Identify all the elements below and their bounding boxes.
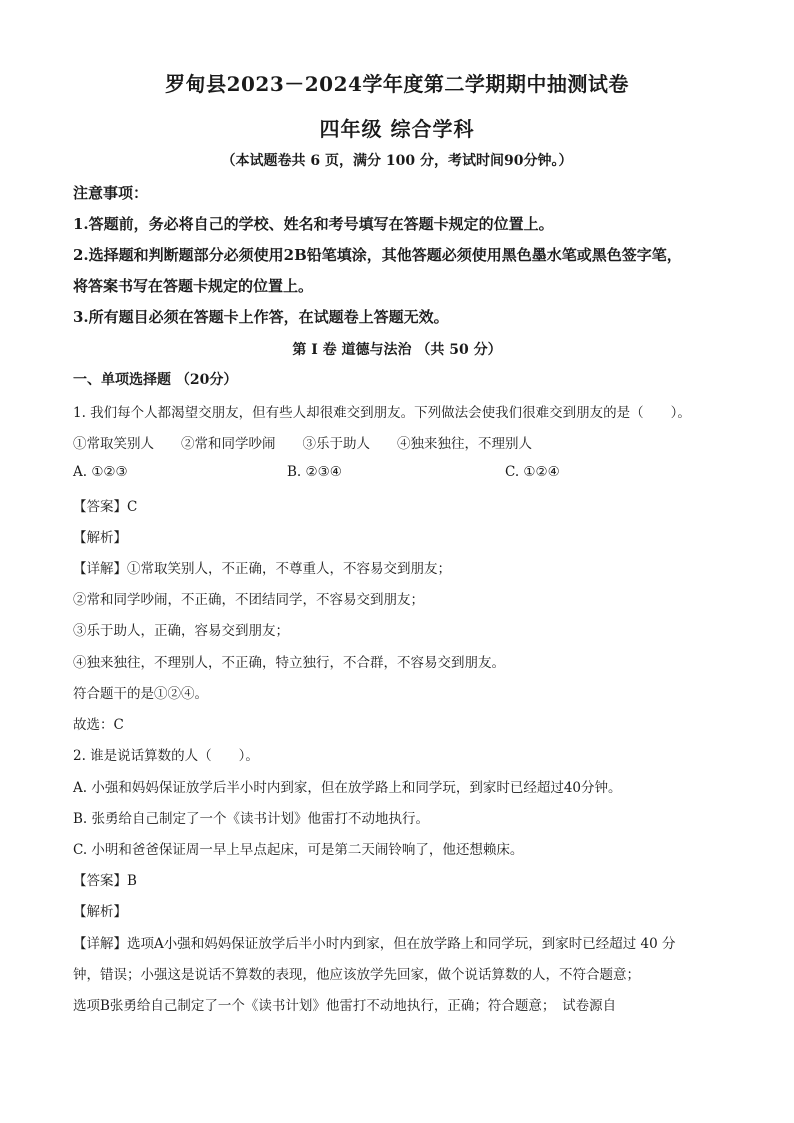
exam-subtitle: 四年级 综合学科 <box>319 117 475 141</box>
q2-detail-1: 【详解】选项A小强和妈妈保证放学后半小时内到家，但在放学路上和同学玩，到家时已经超过 40 分 <box>73 936 676 952</box>
q1-detail-3: ③乐于助人，正确，容易交到朋友； <box>73 623 289 639</box>
notice-item-2a: 2.选择题和判断题部分必须使用2B铅笔填涂，其他答题必须使用黑色墨水笔或黑色签字笔， <box>73 246 682 264</box>
q2-answer: 【答案】B <box>73 873 137 889</box>
q1-choices: ①常取笑别人 ②常和同学吵闹 ③乐于助人 ④独来独往，不理别人 <box>73 436 532 452</box>
q1-detail-4: ④独来独往，不理别人，不正确，特立独行，不合群，不容易交到朋友。 <box>73 655 505 671</box>
q2-detail-3: 选项B张勇给自己制定了一个《读书计划》他雷打不动地执行，正确；符合题意； 试卷源自 <box>73 998 617 1014</box>
q2-option-b: B. 张勇给自己制定了一个《读书计划》他雷打不动地执行。 <box>73 811 430 827</box>
q2-stem: 2. 谁是说话算数的人（ ）。 <box>73 748 259 764</box>
exam-title: 罗甸县2023－2024学年度第二学期期中抽测试卷 <box>165 72 629 96</box>
notice-item-3: 3.所有题目必须在答题卡上作答，在试题卷上答题无效。 <box>73 308 449 326</box>
q1-detail-5: 符合题干的是①②④。 <box>73 686 208 702</box>
q1-conclusion: 故选：C <box>73 717 124 733</box>
notice-item-2b: 将答案书写在答题卡规定的位置上。 <box>73 277 314 295</box>
q2-analysis: 【解析】 <box>73 904 127 920</box>
part-title: 一、单项选择题 （20分） <box>73 372 238 388</box>
q2-option-a: A. 小强和妈妈保证放学后半小时内到家，但在放学路上和同学玩，到家时已经超过40分钟。 <box>73 780 622 796</box>
exam-info: （本试题卷共 6 页，满分 100 分，考试时间90分钟。） <box>221 153 573 169</box>
notice-heading: 注意事项： <box>73 184 149 202</box>
q1-analysis: 【解析】 <box>73 530 127 546</box>
volume-title: 第 I 卷 道德与法治 （共 50 分） <box>292 342 502 358</box>
q1-option-a: A. ①②③ <box>73 464 128 480</box>
q1-answer: 【答案】C <box>73 499 138 515</box>
q1-option-b: B. ②③④ <box>287 464 342 480</box>
notice-item-1: 1.答题前，务必将自己的学校、姓名和考号填写在答题卡规定的位置上。 <box>73 215 554 233</box>
q1-detail-2: ②常和同学吵闹，不正确，不团结同学，不容易交到朋友； <box>73 592 424 608</box>
q1-detail-1: 【详解】①常取笑别人，不正确，不尊重人，不容易交到朋友； <box>73 561 451 577</box>
q1-stem: 1. 我们每个人都渴望交朋友，但有些人却很难交到朋友。下列做法会使我们很难交到朋友的是（ ）。 <box>73 405 691 421</box>
q1-option-c: C. ①②④ <box>505 464 560 480</box>
q2-option-c: C. 小明和爸爸保证周一早上早点起床，可是第二天闹铃响了，他还想赖床。 <box>73 842 524 858</box>
q2-detail-2: 钟，错误；小强这是说话不算数的表现，他应该放学先回家，做个说话算数的人，不符合题意； <box>73 967 640 983</box>
